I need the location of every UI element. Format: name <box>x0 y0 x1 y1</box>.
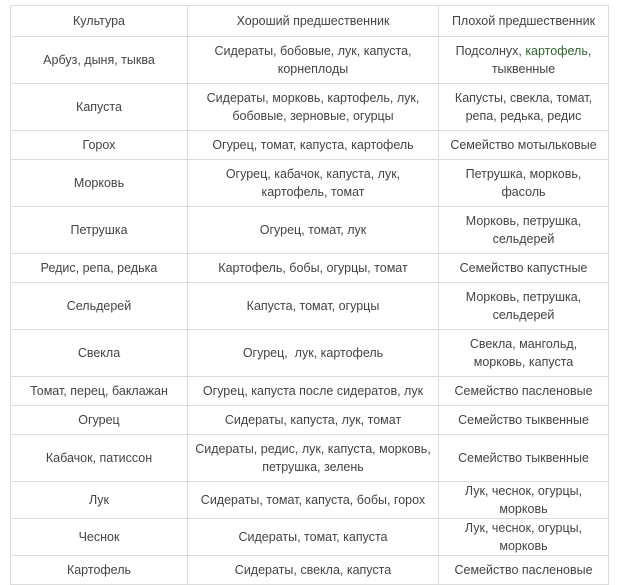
cell-culture: Кабачок, патиссон <box>11 435 188 482</box>
cell-culture: Томат, перец, баклажан <box>11 377 188 406</box>
table-row <box>11 377 609 406</box>
cell-culture: Арбуз, дыня, тыква <box>11 37 188 84</box>
table-row <box>11 519 609 556</box>
table-row <box>11 37 609 84</box>
cell-good: Огурец, томат, лук <box>188 207 439 254</box>
cell-bad: Капусты, свекла, томат, репа, редька, редис <box>439 84 609 131</box>
cell-culture: Картофель <box>11 556 188 585</box>
cell-culture: Редис, репа, редька <box>11 254 188 283</box>
cell-good: Капуста, томат, огурцы <box>188 283 439 330</box>
cell-bad <box>439 37 609 84</box>
crop-rotation-table-container <box>10 5 609 585</box>
table-row <box>11 84 609 131</box>
cell-culture: Свекла <box>11 330 188 377</box>
cell-culture: Чеснок <box>11 519 188 556</box>
cell-bad: Семейство мотыльковые <box>439 131 609 160</box>
cell-good: Сидераты, свекла, капуста <box>188 556 439 585</box>
cell-good: Сидераты, бобовые, лук, капуста, корнеплоды <box>188 37 439 84</box>
cell-good: Огурец, капуста после сидератов, лук <box>188 377 439 406</box>
cell-culture: Лук <box>11 482 188 519</box>
cell-bad: Семейство капустные <box>439 254 609 283</box>
cell-culture: Горох <box>11 131 188 160</box>
cell-bad: Лук, чеснок, огурцы, морковь <box>439 482 609 519</box>
table-row <box>11 556 609 585</box>
cell-bad-suffix: , тыквенные <box>491 44 592 76</box>
cell-good: Сидераты, морковь, картофель, лук, бобовые, зерновые, огурцы <box>188 84 439 131</box>
cell-bad: Свекла, мангольд, морковь, капуста <box>439 330 609 377</box>
cell-bad-prefix: Подсолнух, <box>455 44 526 58</box>
crop-rotation-table <box>10 5 609 585</box>
table-row <box>11 254 609 283</box>
cell-culture: Капуста <box>11 84 188 131</box>
cell-bad: Морковь, петрушка, сельдерей <box>439 207 609 254</box>
cell-bad: Семейство пасленовые <box>439 556 609 585</box>
table-row <box>11 406 609 435</box>
cell-bad: Петрушка, морковь, фасоль <box>439 160 609 207</box>
cell-good: Сидераты, капуста, лук, томат <box>188 406 439 435</box>
table-row <box>11 131 609 160</box>
table-row <box>11 435 609 482</box>
cell-good: Сидераты, редис, лук, капуста, морковь, петрушка, зелень <box>188 435 439 482</box>
table-row <box>11 207 609 254</box>
table-header-row <box>11 6 609 37</box>
cell-good: Сидераты, томат, капуста <box>188 519 439 556</box>
cell-culture: Сельдерей <box>11 283 188 330</box>
cell-good: Огурец, лук, картофель <box>188 330 439 377</box>
table-row <box>11 482 609 519</box>
potato-link[interactable]: картофель <box>525 44 588 58</box>
cell-good: Огурец, кабачок, капуста, лук, картофель, томат <box>188 160 439 207</box>
header-culture: Культура <box>11 6 188 37</box>
cell-culture: Огурец <box>11 406 188 435</box>
cell-bad: Семейство тыквенные <box>439 435 609 482</box>
table-row <box>11 283 609 330</box>
cell-culture: Морковь <box>11 160 188 207</box>
cell-culture: Петрушка <box>11 207 188 254</box>
header-bad-predecessor: Плохой предшественник <box>439 6 609 37</box>
cell-good: Картофель, бобы, огурцы, томат <box>188 254 439 283</box>
cell-bad: Семейство тыквенные <box>439 406 609 435</box>
cell-good: Огурец, томат, капуста, картофель <box>188 131 439 160</box>
table-row <box>11 330 609 377</box>
cell-bad: Морковь, петрушка, сельдерей <box>439 283 609 330</box>
table-row <box>11 160 609 207</box>
cell-good: Сидераты, томат, капуста, бобы, горох <box>188 482 439 519</box>
cell-bad: Лук, чеснок, огурцы, морковь <box>439 519 609 556</box>
cell-bad: Семейство пасленовые <box>439 377 609 406</box>
header-good-predecessor: Хороший предшественник <box>188 6 439 37</box>
